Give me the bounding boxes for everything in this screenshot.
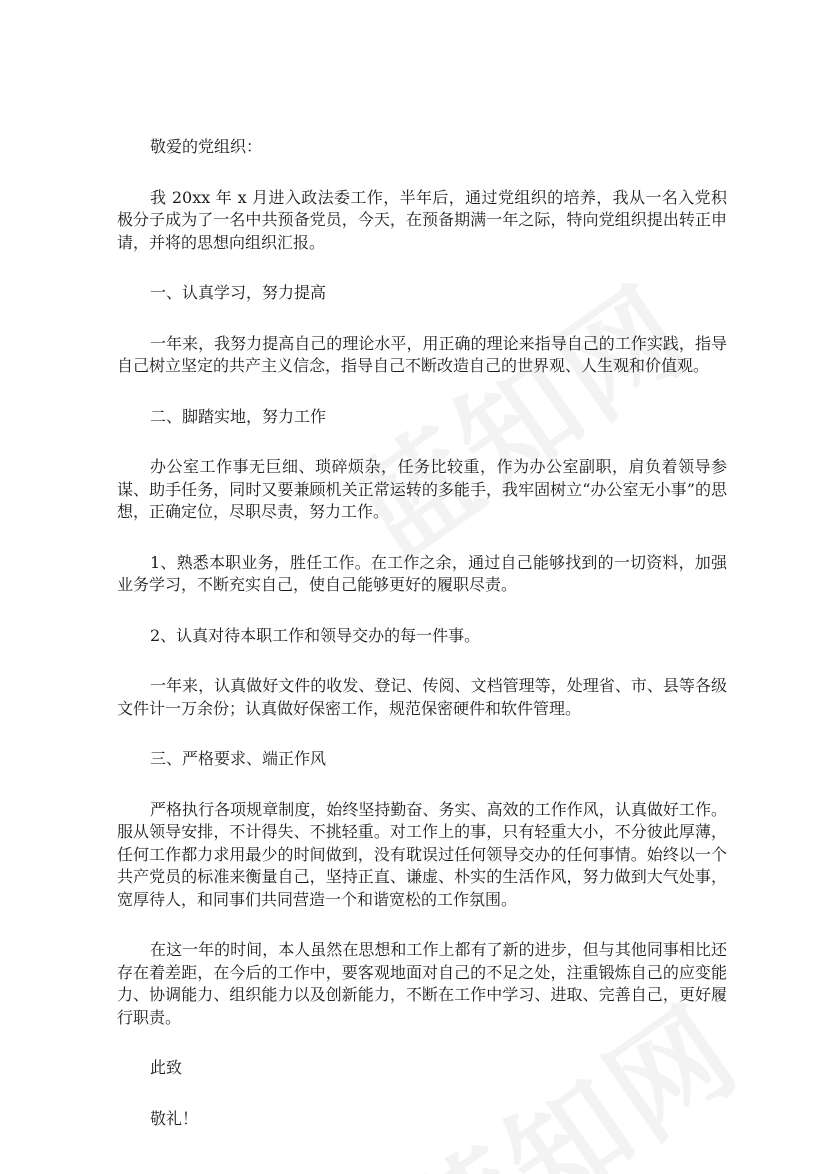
letter-body	[117, 136, 727, 1130]
item1-paragraph: 1、熟悉本职业务，胜任工作。在工作之余，通过自己能够找到的一切资料，加强业务学习，不断充实自己，使自己能够更好的履职尽责。	[117, 552, 727, 594]
section2-heading: 二、脚踏实地，努力工作	[150, 406, 327, 426]
conclusion-paragraph: 在这一年的时间，本人虽然在思想和工作上都有了新的进步，但与其他同事相比还存在着差距，在今后的工作中，要客观地面对自己的不足之处，注重锻炼自己的应变能力、协调能力、组织能力以及创新能力，不断在工作中学习、进取、完善自己，更好履行职责。	[117, 940, 727, 1027]
section2-body: 办公室工作事无巨细、琐碎烦杂，任务比较重，作为办公室副职，肩负着领导参谋、助手任务，同时又要兼顾机关正常运转的多能手，我牢固树立“办公室无小事”的思想，正确定位，尽职尽责，努力工作。	[117, 457, 727, 521]
section1-heading: 一、认真学习，努力提高	[150, 283, 327, 302]
intro-paragraph: 我 20xx 年 x 月进入政法委工作，半年后，通过党组织的培养，我从一名入党积极分子成为了一名中共预备党员，今天，在预备期满一年之际，特向党组织提出转正申请，并将的思想向组织汇报。	[117, 187, 727, 252]
section1-body: 一年来，我努力提高自己的理论水平，用正确的理论来指导自己的工作实践，指导自己树立坚定的共产主义信念，指导自己不断改造自己的世界观、人生观和价值观。	[117, 333, 727, 375]
item2-heading: 2、认真对待本职工作和领导交办的每一件事。	[150, 625, 481, 645]
section3-body: 严格执行各项规章制度，始终坚持勤奋、务实、高效的工作作风，认真做好工作。服从领导安排，不计得失、不挑轻重。对工作上的事，只有轻重大小，不分彼此厚薄，任何工作都力求用最少的时间做到，没有耽误过任何领导交办的任何事情。始终以一个共产党员的标准来衡量自己，坚持正直、谦虚、朴实的生活作风，努力做到大气处事，宽厚待人，和同事们共同营造一个和谐宽松的工作氛围。	[117, 799, 727, 909]
item2-body: 一年来，认真做好文件的收发、登记、传阅、文档管理等，处理省、市、县等各级文件计一万余份；认真做好保密工作，规范保密硬件和软件管理。	[117, 676, 727, 718]
section3-heading: 三、严格要求、端正作风	[150, 749, 327, 768]
closing-cizhi: 此致	[150, 1058, 183, 1077]
closing-jingli: 敬礼！	[150, 1108, 199, 1128]
salutation: 敬爱的党组织：	[150, 137, 263, 156]
